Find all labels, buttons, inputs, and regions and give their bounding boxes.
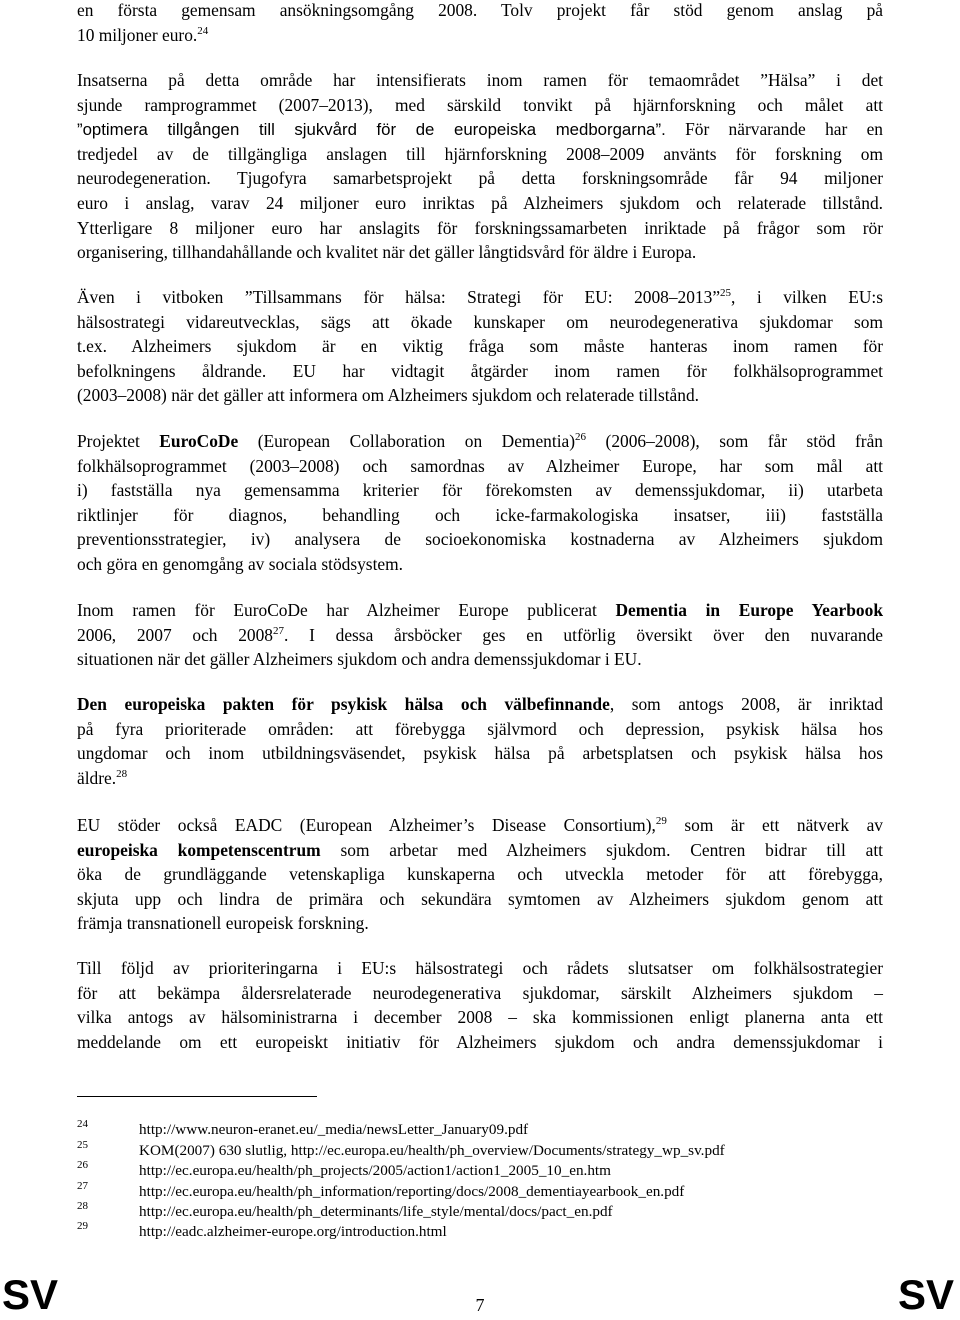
paragraph-eurocode — [77, 429, 883, 577]
footnote-link[interactable]: http://www.neuron-eranet.eu/_media/newsLetter_January09.pdf — [139, 1121, 529, 1138]
text-line: organisering, tillhandahållande och kvalitet när det gäller långtidsvård för äldre i Europa. — [77, 242, 697, 263]
text-line: preventionsstrategier, iv) analysera de socioekonomiska kostnaderna av Alzheimers sjukdom — [77, 529, 883, 550]
text-fragment: 10 miljoner euro. — [77, 24, 198, 45]
text-fragment: (2006–2008), som får stöd från — [586, 431, 884, 451]
footnote-ref[interactable]: 29 — [655, 815, 667, 827]
text-line — [77, 23, 883, 48]
text-fragment: EU stöder också EADC (European Alzheimer’s Disease Consortium), — [77, 815, 656, 835]
text-line: tredjedel av de tillgängliga anslagen till hjärnforskning 2008–2009 använts för forskning om — [77, 143, 883, 164]
text-fragment: (European Collaboration on Dementia) — [238, 431, 576, 451]
text-line — [77, 166, 883, 191]
footnote-number: 24 — [77, 1118, 88, 1130]
footnote-ref[interactable]: 27 — [273, 624, 285, 637]
text-line — [77, 117, 883, 142]
text-fragment: För närvarande har en — [665, 119, 883, 140]
project-name: EuroCoDe — [159, 431, 239, 451]
text-line: vilka antogs av hälsoministrarna i december 2008 – ska kommissionen enligt planerna anta ett — [77, 1007, 883, 1028]
text-line: för att bekämpa åldersrelaterade neurodegenerativa sjukdomar, särskilt Alzheimers sjukdom – — [77, 982, 883, 1003]
text-fragment: , i vilken EU:s — [731, 287, 883, 307]
text-line: på fyra prioriterade områden: att förebygga självmord och depression, psykisk hälsa hos — [77, 718, 883, 739]
paragraph-yearbook — [77, 598, 883, 672]
footnote-number: 29 — [77, 1220, 88, 1232]
text-line: skjuta upp och lindra de primära och sekundära symtomen av Alzheimers sjukdom genom att — [77, 888, 883, 909]
text-line: sjunde ramprogrammet (2007–2013), med särskild tonvikt på hjärnforskning och målet att — [77, 94, 883, 115]
text-line: euro i anslag, varav 24 miljoner euro inriktas på Alzheimers sjukdom och relaterade tillstånd. — [77, 192, 883, 213]
footnote-ref[interactable]: 25 — [720, 287, 732, 299]
text-fragment: Tjugofyra samarbetsprojekt på detta forskningsområde får 94 miljoner — [210, 168, 883, 189]
paragraph-health-strategy — [77, 956, 883, 1054]
text-line: Till följd av prioriteringarna i EU:s hälsostrategi och rådets slutsatser om folkhälsostrategier — [77, 958, 883, 978]
text-line: Ytterligare 8 miljoner euro har anslagits för forskningssamarbeten inriktade på frågor som rör — [77, 217, 883, 238]
text-line: Insatserna på detta område har intensifierats inom ramen för temaområdet ”Hälsa” i det — [77, 70, 883, 90]
footnote-ref[interactable]: 26 — [575, 431, 587, 443]
footnote-ref[interactable]: 28 — [116, 767, 128, 780]
footnote-ref[interactable]: 24 — [197, 24, 209, 37]
footnote-24 — [77, 1120, 897, 1141]
text-line: främja transnationell europeisk forskning. — [77, 913, 369, 934]
footnote-link[interactable]: http://ec.europa.eu/health/ph_determinants/life_style/mental/docs/pact_en.pdf — [139, 1203, 613, 1220]
footnote-link[interactable]: KOM(2007) 630 slutlig, http://ec.europa.eu/health/ph_overview/Documents/strategy_wp_sv.pdf — [139, 1142, 725, 1159]
text-line: situationen när det gäller Alzheimers sjukdom och andra demenssjukdomar i EU. — [77, 649, 642, 670]
text-line: (2003–2008) när det gäller att informera om Alzheimers sjukdom och relaterade tillstånd. — [77, 385, 700, 406]
footnote-27 — [77, 1182, 897, 1203]
text-line — [77, 766, 883, 791]
footnote-26 — [77, 1161, 897, 1182]
text-line — [77, 429, 883, 454]
footnote-number: 25 — [77, 1139, 88, 1151]
text-line — [77, 838, 883, 863]
text-line: folkhälsoprogrammet (2003–2008) och samordnas av Alzheimer Europe, har som mål att — [77, 455, 883, 476]
language-code-left: SV — [2, 1271, 59, 1318]
text-fragment: Projektet — [77, 431, 160, 451]
text-fragment: . I dessa årsböcker ges en utförlig översikt över den nuvarande — [284, 624, 883, 645]
text-line: en första gemensam ansökningsomgång 2008. Tolv projekt får stöd genom anslag på — [77, 0, 883, 20]
footnote-29 — [77, 1222, 897, 1243]
footnote-link[interactable]: http://ec.europa.eu/health/ph_projects/2005/action1/action1_2005_10_en.htm — [139, 1162, 611, 1179]
footnote-number: 27 — [77, 1180, 88, 1192]
text-line: meddelande om ett europeiskt initiativ för Alzheimers sjukdom och andra demenssjukdomar i — [77, 1031, 883, 1052]
text-fragment: neurodegeneration. — [77, 168, 211, 189]
footnote-link[interactable]: http://ec.europa.eu/health/ph_information/reporting/docs/2008_dementiayearbook_en.pdf — [139, 1183, 685, 1200]
footnote-link[interactable]: http://eadc.alzheimer-europe.org/introduction.html — [139, 1223, 447, 1240]
paragraph-mental-health-pact — [77, 692, 883, 790]
language-code-right: SV — [897, 1271, 954, 1318]
text-fragment: Även i vitboken ”Tillsammans för hälsa: Strategi för EU: 2008–2013” — [77, 287, 721, 307]
text-line: ungdomar och inom utbildningsväsendet, psykisk hälsa på arbetsplatsen och psykisk hälsa hos — [77, 743, 883, 764]
text-line: t.ex. Alzheimers sjukdom är en viktig fråga som måste hanteras inom ramen för — [77, 336, 883, 357]
publication-title: Dementia in Europe Yearbook — [615, 600, 883, 620]
text-line: riktlinjer för diagnos, behandling och icke-farmakologiska insatser, iii) fastställa — [77, 504, 883, 525]
text-line: och göra en genomgång av sociala stödsystem. — [77, 553, 403, 574]
footnote-28 — [77, 1202, 897, 1223]
paragraph-white-paper — [77, 285, 883, 408]
text-line — [77, 813, 883, 838]
text-fragment: äldre. — [77, 767, 117, 788]
page-number: 7 — [475, 1295, 485, 1315]
paragraph-health-theme — [77, 68, 883, 265]
text-line: öka de grundläggande vetenskapliga kunskaperna och utveckla metoder för att förebygga, — [77, 864, 883, 885]
text-line: i) fastställa nya gemensamma kriterier för förekomsten av demenssjukdomar, ii) utarbeta — [77, 480, 883, 501]
text-line — [77, 598, 883, 623]
paragraph-eadc — [77, 813, 883, 936]
paragraph-intro-continuation — [77, 0, 883, 47]
text-line — [77, 623, 883, 648]
footnote-number: 26 — [77, 1159, 88, 1171]
quoted-goal: ”optimera tillgången till sjukvård för de europeiska medborgarna”. — [77, 120, 666, 140]
pact-name: Den europeiska pakten för psykisk hälsa och välbefinnande — [77, 694, 610, 714]
text-line — [77, 692, 883, 717]
text-fragment: som är ett nätverk av — [666, 815, 883, 835]
text-line: befolkningens åldrande. EU har vidtagit åtgärder inom ramen för folkhälsoprogrammet — [77, 360, 883, 381]
text-fragment: som arbetar med Alzheimers sjukdom. Centren bidrar till att — [320, 839, 883, 860]
text-line: hälsostrategi vidareutvecklas, sägs att ökade kunskaper om neurodegenerativa sjukdomar som — [77, 311, 883, 332]
text-fragment: , som antogs 2008, är inriktad — [609, 694, 883, 714]
footnote-25 — [77, 1141, 897, 1162]
footnote-separator — [77, 1096, 317, 1097]
text-line — [77, 285, 883, 310]
competence-centres: europeiska kompetenscentrum — [77, 839, 321, 860]
text-fragment: 2006, 2007 och 2008 — [77, 624, 274, 645]
text-fragment: Inom ramen för EuroCoDe har Alzheimer Europe publicerat — [77, 600, 616, 620]
footnote-number: 28 — [77, 1200, 88, 1212]
